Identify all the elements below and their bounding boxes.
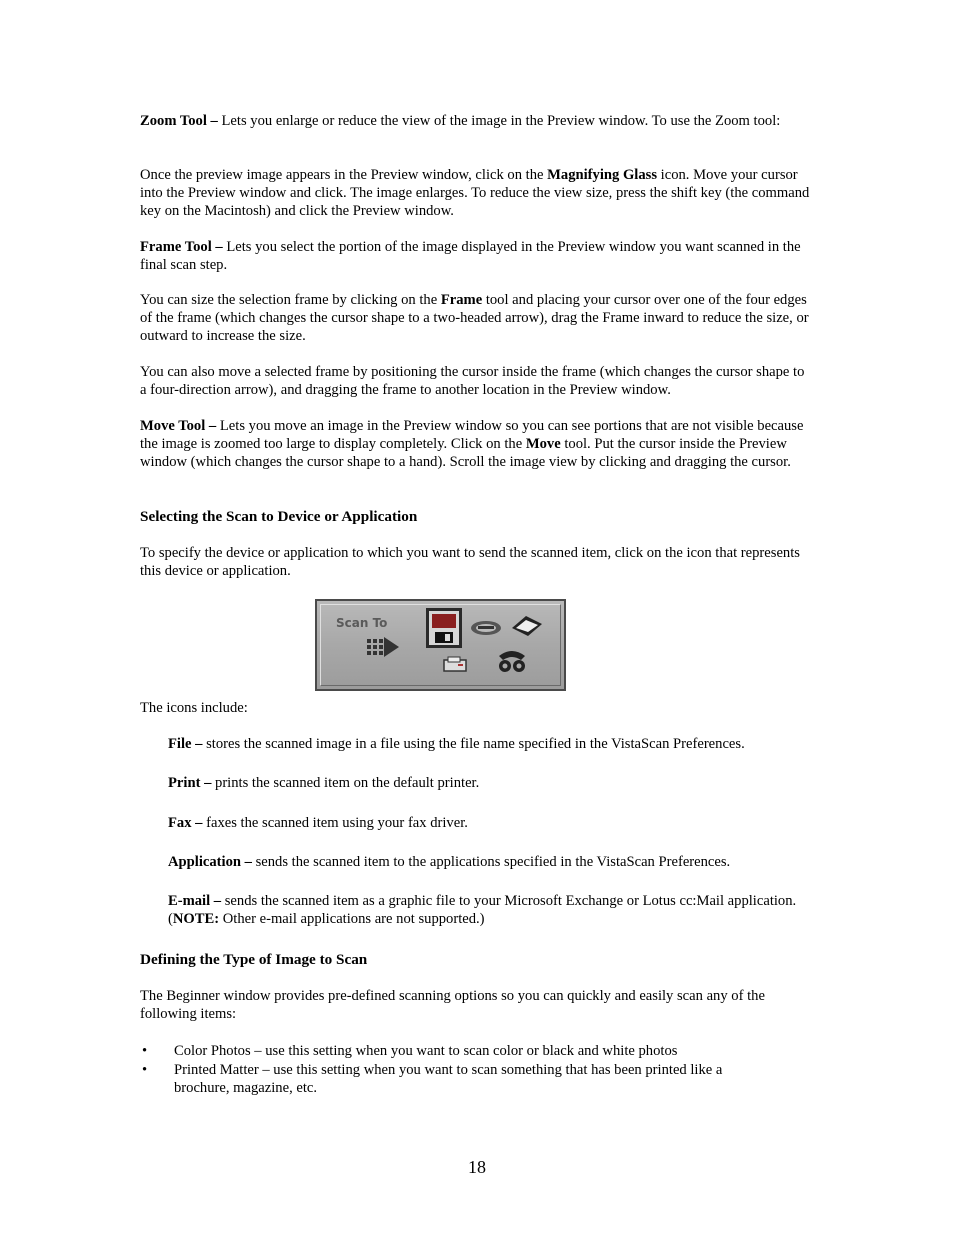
fax-desc: faxes the scanned item using your fax driver.: [202, 815, 468, 831]
email-term: E-mail –: [168, 893, 222, 909]
file-icon[interactable]: [426, 608, 462, 648]
file-term: File –: [168, 736, 203, 752]
bullet-icon: •: [142, 1062, 148, 1078]
bullet-icon: •: [142, 1043, 148, 1059]
frame-move-paragraph: You can also move a selected frame by positioning the cursor inside the frame (which changes the cursor shape to a four-direction arrow), and dragging the frame to another location in the Preview window.: [140, 364, 805, 398]
image-type-description: The Beginner window provides pre-defined scanning options so you can quickly and easily scan any of the following items:: [140, 988, 765, 1022]
list-item-email: [168, 892, 808, 928]
image-type-heading: Defining the Type of Image to Scan: [140, 951, 368, 968]
bullet-text: Printed Matter – use this setting when you want to scan something that has been printed like a brochure, magazine, etc.: [174, 1062, 723, 1096]
list-item-file: [168, 735, 808, 753]
move-tool-text-a: Lets you move an image in the Preview window so you can see portions that are not visible because the image is zoomed too large to display completely. Click on the: [140, 418, 804, 452]
application-term: Application –: [168, 854, 252, 870]
application-icon[interactable]: [469, 619, 503, 637]
email-note: NOTE:: [172, 911, 220, 927]
fax-icon[interactable]: [495, 646, 529, 674]
print-term: Print –: [168, 775, 212, 791]
move-tool-text-c: tool. Put the cursor inside the Preview window (which changes the cursor shape to a hand). Scroll the image view by clicking and dragging the cursor.: [140, 436, 791, 470]
email-desc-2: Other e-mail applications are not supported.): [219, 911, 485, 927]
zoom-usage-text-c: icon. Move your cursor into the Preview window and click. The image enlarges. To reduce the view size, press the shift key (the command key on the Macintosh) and click the Preview window.: [140, 167, 810, 219]
scan-to-toolbar-image: [315, 599, 566, 691]
frame-size-text-a: You can size the selection frame by clicking on the: [140, 292, 441, 308]
zoom-usage-text-a: Once the preview image appears in the Preview window, click on the: [140, 167, 548, 183]
list-item-print: [168, 774, 808, 792]
print-icon[interactable]: [442, 656, 468, 674]
email-desc: sends the scanned item as a graphic file to your Microsoft Exchange or Lotus cc:Mail application. (: [168, 893, 797, 927]
frame-size-paragraph: [140, 291, 812, 345]
file-desc: stores the scanned image in a file using the file name specified in the VistaScan Preferences.: [202, 736, 745, 752]
frame-tool-intro: Lets you select the portion of the image displayed in the Preview window you want scanned in the final scan step.: [140, 239, 801, 273]
frame-tool-paragraph: [140, 238, 812, 274]
move-tool-term: Move Tool –: [140, 418, 217, 434]
frame-term: Frame: [440, 292, 483, 308]
fax-term: Fax –: [168, 815, 203, 831]
scan-to-description: To specify the device or application to which you want to send the scanned item, click on the icon that represents this device or application.: [140, 545, 800, 579]
magnifying-glass-term: Magnifying Glass: [547, 167, 658, 183]
move-term: Move: [525, 436, 561, 452]
application-desc: sends the scanned item to the applications specified in the VistaScan Preferences.: [251, 854, 731, 870]
scan-to-heading: Selecting the Scan to Device or Application: [140, 508, 418, 525]
frame-size-text-c: tool and placing your cursor over one of the four edges of the frame (which changes the cursor shape to a two-headed arrow), drag the Frame inward to reduce the size, or outward to increase the size.: [140, 292, 809, 344]
page-number: 18: [468, 1157, 486, 1177]
print-desc: prints the scanned item on the default printer.: [211, 775, 480, 791]
move-tool-paragraph: [140, 417, 812, 471]
icons-intro: The icons include:: [140, 700, 248, 716]
scan-to-label: Scan To: [336, 616, 388, 630]
zoom-tool-term: Zoom Tool –: [140, 113, 218, 129]
scan-to-arrow-icon: [365, 633, 401, 661]
zoom-tool-paragraph: [140, 112, 812, 130]
frame-tool-term: Frame Tool –: [140, 239, 223, 255]
zoom-tool-intro: Lets you enlarge or reduce the view of the image in the Preview window. To use the Zoom tool:: [217, 113, 781, 129]
list-item-application: [168, 853, 808, 871]
list-item-fax: [168, 814, 808, 832]
bullet-text: Color Photos – use this setting when you want to scan color or black and white photos: [174, 1043, 678, 1059]
zoom-usage-paragraph: [140, 166, 812, 220]
email-icon[interactable]: [510, 614, 544, 640]
